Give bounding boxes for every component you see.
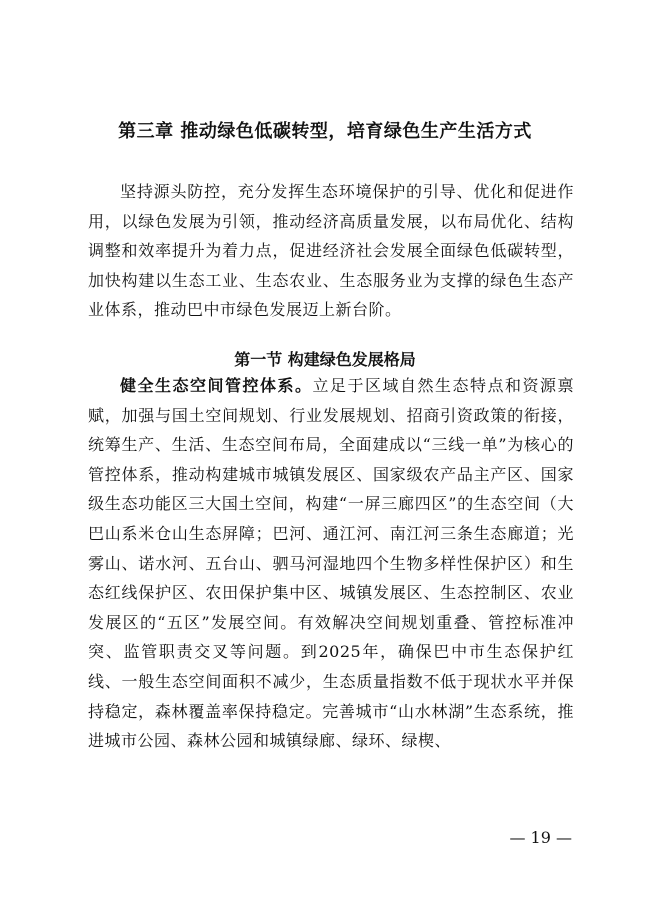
page-number: — 19 —	[509, 828, 572, 847]
paragraph-body-text: 立足于区域自然生态特点和资源禀赋，加强与国土空间规划、行业发展规划、招商引资政策的衔接，统筹生产、生活、生态空间布局，全面建成以“三线一单”为核心的管控体系，推动构建城市城镇发展区、国家级农产品主产区、国家级生态功能区三大国土空间，构建“一屏三廊四区”的生态空间（大巴山系米仓山生态屏障；巴河、通江河、南江河三条生态廊道；光雾山、诺水河、五台山、驷马河湿地四个生物多样性保护区）和生态红线保护区、农田保护集中区、城镇发展区、生态控制区、农业发展区的“五区”发展空间。有效解决空间规划重叠、管控标准冲突、监管职责交叉等问题。到2025年，确保巴中市生态保护红线、一般生态空间面积不减少，生态质量指数不低于现状水平并保持稳定，森林覆盖率保持稳定。完善城市“山水林湖”生态系统，推进城市公园、森林公园和城镇绿廊、绿环、绿楔、	[88, 376, 574, 751]
chapter-title: 第三章 推动绿色低碳转型，培育绿色生产生活方式	[118, 121, 532, 142]
paragraph-lead-heading: 健全生态空间管控体系。	[120, 376, 313, 395]
section-body-paragraph	[88, 371, 574, 756]
section-title: 第一节 构建绿色发展格局	[234, 350, 416, 369]
chapter-intro-paragraph: 坚持源头防控，充分发挥生态环境保护的引导、优化和促进作用，以绿色发展为引领，推动经济高质量发展，以布局优化、结构调整和效率提升为着力点，促进经济社会发展全面绿色低碳转型，加快构建以生态工业、生态农业、生态服务业为支撑的绿色生态产业体系，推动巴中市绿色发展迈上新台阶。	[88, 182, 574, 320]
